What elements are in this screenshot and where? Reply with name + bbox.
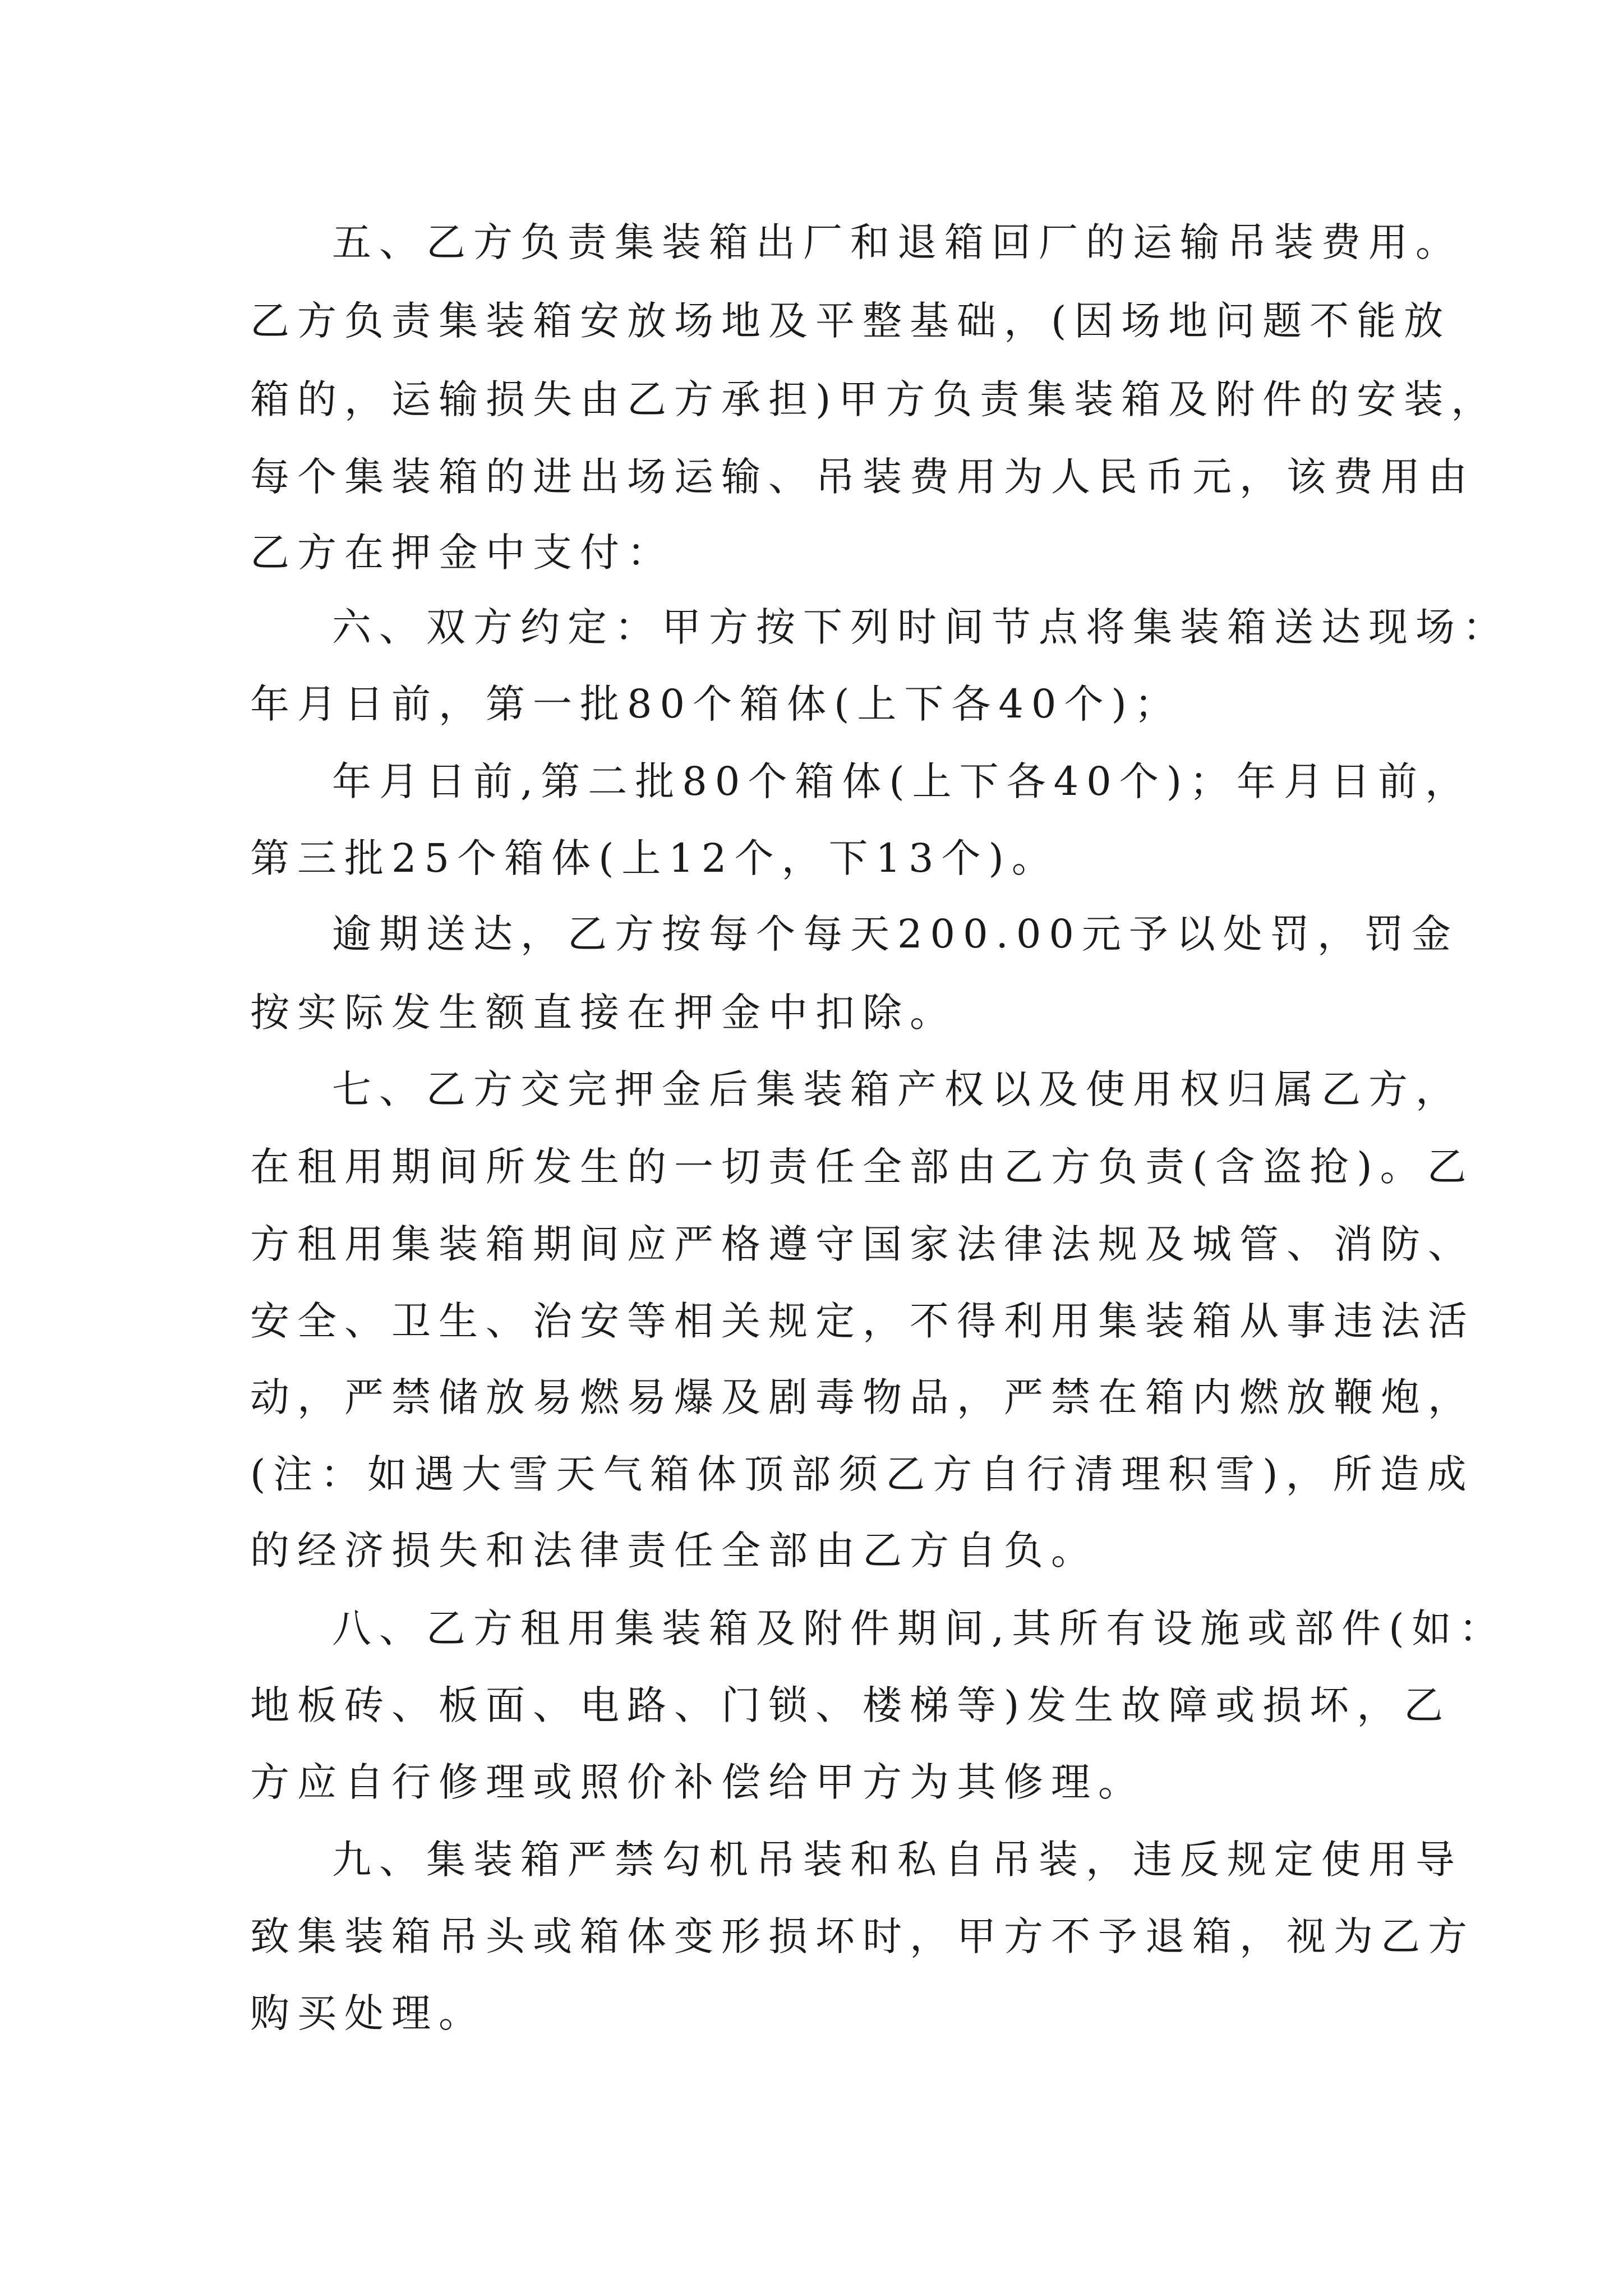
- clause-6-line-4: 第三批25个箱体(上12个，下13个)。: [250, 835, 1059, 881]
- clause-9-line-3: 购买处理。: [250, 1990, 486, 2036]
- clause-7-line-1: 七、乙方交完押金后集装箱产权以及使用权归属乙方，: [332, 1066, 1463, 1112]
- clause-9-line-1: 九、集装箱严禁勾机吊装和私自吊装，违反规定使用导: [332, 1837, 1463, 1883]
- clause-7-line-2: 在租用期间所发生的一切责任全部由乙方负责(含盗抢)。乙: [250, 1144, 1474, 1190]
- clause-7-line-5: 动，严禁储放易燃易爆及剧毒物品，严禁在箱内燃放鞭炮，: [250, 1374, 1475, 1420]
- clause-5-line-2: 乙方负责集装箱安放场地及平整基础，(因场地问题不能放: [250, 298, 1451, 344]
- clause-5-line-4: 每个集装箱的进出场运输、吊装费用为人民币元，该费用由: [250, 454, 1475, 500]
- clause-6-line-6: 按实际发生额直接在押金中扣除。: [250, 990, 957, 1036]
- clause-9-line-2: 致集装箱吊头或箱体变形损坏时，甲方不予退箱，视为乙方: [250, 1913, 1475, 1959]
- clause-6-line-2: 年月日前，第一批80个箱体(上下各40个)；: [250, 681, 1182, 727]
- clause-6-line-3: 年月日前,第二批80个箱体(上下各40个)；年月日前，: [332, 758, 1473, 804]
- clause-7-line-6: (注：如遇大雪天气箱体顶部须乙方自行清理积雪)，所造成: [250, 1451, 1474, 1497]
- clause-7-line-3: 方租用集装箱期间应严格遵守国家法律法规及城管、消防、: [250, 1221, 1475, 1267]
- clause-5-line-3: 箱的，运输损失由乙方承担)甲方负责集装箱及附件的安装，: [250, 376, 1498, 422]
- clause-6-line-1: 六、双方约定：甲方按下列时间节点将集装箱送达现场：: [332, 604, 1510, 650]
- clause-7-line-4: 安全、卫生、治安等相关规定，不得利用集装箱从事违法活: [250, 1298, 1475, 1344]
- clause-6-line-5: 逾期送达，乙方按每个每天200.00元予以处罚，罚金: [332, 911, 1459, 957]
- clause-7-line-7: 的经济损失和法律责任全部由乙方自负。: [250, 1527, 1098, 1573]
- clause-8-line-2: 地板砖、板面、电路、门锁、楼梯等)发生故障或损坏，乙: [250, 1682, 1451, 1728]
- clause-5-line-5: 乙方在押金中支付：: [250, 530, 674, 576]
- clause-8-line-3: 方应自行修理或照价补偿给甲方为其修理。: [250, 1759, 1145, 1805]
- clause-5-line-1: 五、乙方负责集装箱出厂和退箱回厂的运输吊装费用。: [332, 219, 1463, 265]
- clause-8-line-1: 八、乙方租用集装箱及附件期间,其所有设施或部件(如：: [332, 1605, 1506, 1651]
